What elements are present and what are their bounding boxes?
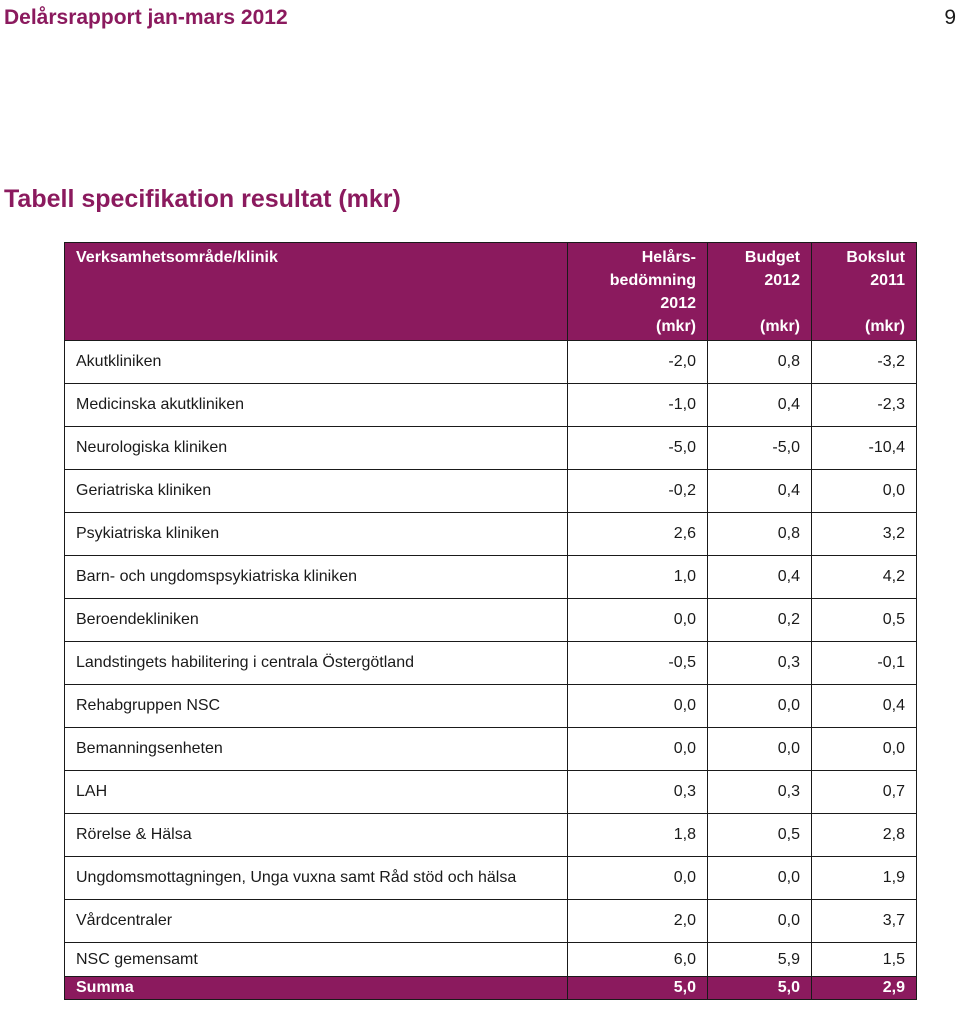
closing-cell: 4,2 — [812, 556, 917, 599]
column-header-unit-label: Verksamhetsområde/klinik — [76, 249, 278, 266]
report-title: Delårsrapport jan-mars 2012 — [4, 6, 288, 29]
unit-name-cell: Rehabgruppen NSC — [65, 685, 568, 728]
budget-cell: 0,0 — [708, 685, 812, 728]
closing-cell: 1,9 — [812, 857, 917, 900]
column-header-full-year-line2: bedömning — [609, 272, 696, 289]
budget-cell: 0,4 — [708, 556, 812, 599]
closing-cell: -10,4 — [812, 427, 917, 470]
table-row — [65, 857, 917, 900]
budget-cell: 0,8 — [708, 513, 812, 556]
table-row — [65, 427, 917, 470]
column-header-budget-line2: 2012 — [764, 272, 800, 289]
column-header-full-year-estimate — [568, 243, 708, 341]
full-year-estimate-cell: 0,0 — [568, 728, 708, 771]
closing-cell: 0,5 — [812, 599, 917, 642]
full-year-estimate-cell: 0,3 — [568, 771, 708, 814]
unit-name-cell: Bemanningsenheten — [65, 728, 568, 771]
total-row — [65, 977, 917, 1000]
column-header-budget — [708, 243, 812, 341]
closing-cell: -3,2 — [812, 341, 917, 384]
table-row — [65, 513, 917, 556]
table-row — [65, 814, 917, 857]
full-year-estimate-cell: 0,0 — [568, 599, 708, 642]
budget-cell: 0,5 — [708, 814, 812, 857]
unit-name-cell: Beroendekliniken — [65, 599, 568, 642]
closing-cell: 0,0 — [812, 470, 917, 513]
table-row — [65, 599, 917, 642]
unit-name-cell: NSC gemensamt — [65, 943, 568, 977]
budget-cell: 0,3 — [708, 642, 812, 685]
total-budget: 5,0 — [708, 977, 812, 1000]
unit-name-cell: Medicinska akutkliniken — [65, 384, 568, 427]
unit-name-cell: Landstingets habilitering i centrala Östergötland — [65, 642, 568, 685]
budget-cell: 0,4 — [708, 470, 812, 513]
table-row — [65, 556, 917, 599]
budget-cell: 0,8 — [708, 341, 812, 384]
unit-name-cell: Vårdcentraler — [65, 900, 568, 943]
table-row — [65, 771, 917, 814]
total-closing: 2,9 — [812, 977, 917, 1000]
full-year-estimate-cell: -1,0 — [568, 384, 708, 427]
closing-cell: 0,0 — [812, 728, 917, 771]
closing-cell: 0,7 — [812, 771, 917, 814]
column-header-closing-line2: 2011 — [870, 272, 905, 289]
full-year-estimate-cell: 2,6 — [568, 513, 708, 556]
budget-cell: -5,0 — [708, 427, 812, 470]
full-year-estimate-cell: -2,0 — [568, 341, 708, 384]
full-year-estimate-cell: 1,8 — [568, 814, 708, 857]
table-row — [65, 642, 917, 685]
budget-cell: 0,0 — [708, 900, 812, 943]
column-header-full-year-line3: 2012 — [660, 295, 696, 312]
unit-name-cell: Barn- och ungdomspsykiatriska kliniken — [65, 556, 568, 599]
total-label: Summa — [65, 977, 568, 1000]
table-row — [65, 728, 917, 771]
column-header-closing — [812, 243, 917, 341]
table-row — [65, 470, 917, 513]
unit-name-cell: Akutkliniken — [65, 341, 568, 384]
unit-name-cell: Psykiatriska kliniken — [65, 513, 568, 556]
full-year-estimate-cell: 0,0 — [568, 685, 708, 728]
table-row — [65, 341, 917, 384]
section-title: Tabell specifikation resultat (mkr) — [4, 185, 401, 213]
closing-cell: -2,3 — [812, 384, 917, 427]
budget-cell: 0,3 — [708, 771, 812, 814]
page-number: 9 — [944, 6, 956, 29]
budget-cell: 0,4 — [708, 384, 812, 427]
full-year-estimate-cell: 0,0 — [568, 857, 708, 900]
closing-cell: -0,1 — [812, 642, 917, 685]
unit-name-cell: Rörelse & Hälsa — [65, 814, 568, 857]
table-body — [65, 341, 917, 977]
closing-cell: 2,8 — [812, 814, 917, 857]
result-specification-table — [64, 242, 917, 1000]
full-year-estimate-cell: -0,2 — [568, 470, 708, 513]
closing-cell: 0,4 — [812, 685, 917, 728]
closing-cell: 1,5 — [812, 943, 917, 977]
total-full-year-estimate: 5,0 — [568, 977, 708, 1000]
full-year-estimate-cell: 1,0 — [568, 556, 708, 599]
column-header-closing-line1: Bokslut — [846, 249, 905, 266]
column-header-budget-line1: Budget — [744, 249, 800, 266]
closing-cell: 3,7 — [812, 900, 917, 943]
budget-cell: 0,0 — [708, 728, 812, 771]
unit-name-cell: Neurologiska kliniken — [65, 427, 568, 470]
table-row — [65, 943, 917, 977]
table-row — [65, 685, 917, 728]
unit-name-cell: LAH — [65, 771, 568, 814]
table-row — [65, 384, 917, 427]
column-header-closing-unit: (mkr) — [864, 318, 905, 335]
column-header-full-year-unit: (mkr) — [655, 318, 696, 335]
unit-name-cell: Geriatriska kliniken — [65, 470, 568, 513]
document-header — [4, 6, 956, 34]
column-header-budget-unit: (mkr) — [759, 318, 800, 335]
closing-cell: 3,2 — [812, 513, 917, 556]
budget-cell: 0,2 — [708, 599, 812, 642]
full-year-estimate-cell: 6,0 — [568, 943, 708, 977]
full-year-estimate-cell: 2,0 — [568, 900, 708, 943]
full-year-estimate-cell: -5,0 — [568, 427, 708, 470]
full-year-estimate-cell: -0,5 — [568, 642, 708, 685]
column-header-full-year-line1: Helårs- — [641, 249, 696, 266]
table-header-row — [65, 243, 917, 341]
budget-cell: 0,0 — [708, 857, 812, 900]
column-header-unit — [65, 243, 568, 341]
table-row — [65, 900, 917, 943]
budget-cell: 5,9 — [708, 943, 812, 977]
unit-name-cell: Ungdomsmottagningen, Unga vuxna samt Råd stöd och hälsa — [65, 857, 568, 900]
